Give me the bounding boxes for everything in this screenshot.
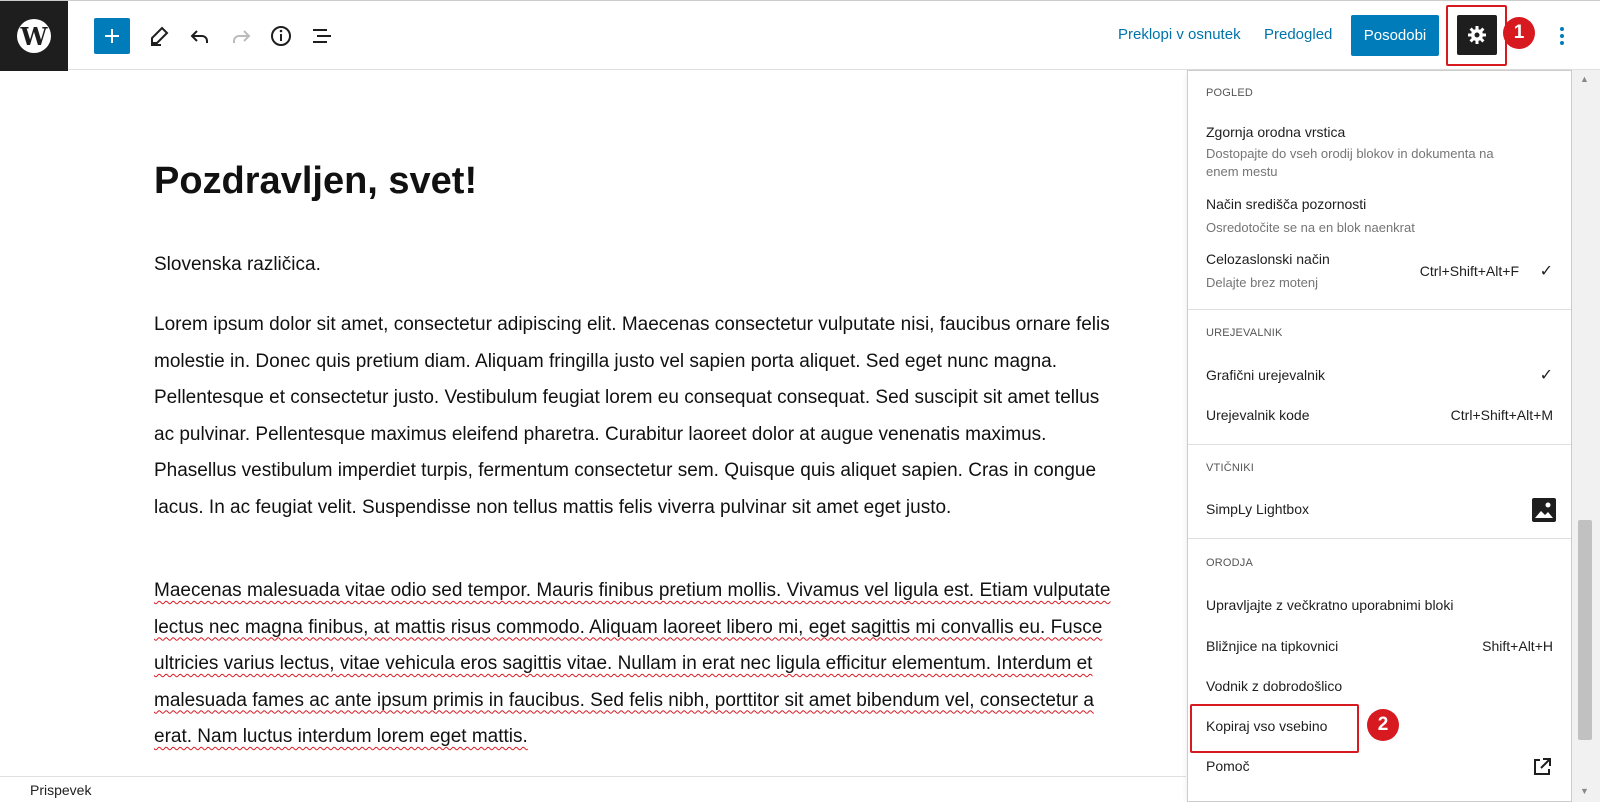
preview-link[interactable]: Predogled — [1264, 26, 1333, 43]
menu-divider — [1188, 309, 1572, 310]
undo-icon — [189, 25, 211, 47]
redo-button[interactable] — [223, 18, 259, 54]
shortcut-fullscreen: Ctrl+Shift+Alt+F — [1419, 263, 1519, 279]
section-heading-view: POGLED — [1206, 87, 1254, 99]
info-icon — [269, 24, 293, 48]
menu-item-spotlight-mode[interactable]: Način središča pozornosti — [1206, 196, 1367, 212]
scrollbar-thumb[interactable] — [1578, 520, 1592, 740]
section-heading-tools: ORODJA — [1206, 557, 1254, 569]
menu-item-simply-lightbox[interactable]: SimpLy Lightbox — [1206, 501, 1309, 517]
block-breadcrumb — [0, 776, 1186, 802]
menu-divider — [1188, 444, 1572, 445]
pencil-icon — [148, 25, 170, 47]
undo-button[interactable] — [182, 18, 218, 54]
paragraph-block[interactable]: Slovenska različica. — [154, 254, 321, 275]
annotation-badge-1: 1 — [1503, 17, 1535, 49]
add-block-button[interactable] — [94, 18, 130, 54]
menu-item-fullscreen-mode[interactable]: Celozaslonski način — [1206, 251, 1330, 267]
menu-item-copy-all-content[interactable]: Kopiraj vso vsebino — [1206, 718, 1328, 734]
post-title[interactable]: Pozdravljen, svet! — [154, 160, 478, 202]
more-options-menu — [1187, 70, 1572, 802]
annotation-highlight-copy-all — [1190, 704, 1359, 753]
menu-item-code-editor[interactable]: Urejevalnik kode — [1206, 407, 1310, 423]
wordpress-logo-letter: W — [17, 19, 51, 53]
menu-item-help[interactable]: Pomoč — [1206, 758, 1250, 774]
paragraph-block[interactable]: Lorem ipsum dolor sit amet, consectetur adipiscing elit. Maecenas consectetur vulputate nisi, faucibus ornare felis molestie in. Donec quis pretium diam. Aliquam fringilla justo vel sapien porta aliquet. Sed eget nunc magna. Pellentesque et consectetur justo. Vestibulum feugiat lorem eu consequat consequat. Sed suscipit sit amet tellus ac pulvinar. Pellentesque maximus eleifend pharetra. Curabitur laoreet dolor at augue venenatis maximus. Phasellus vestibulum imperdiet turpis, fermentum consectetur sem. Quisque quis aliquet sapien. Cras in congue lacus. In ac feugiat velit. Suspendisse non tellus mattis felis viverra pulvinar sit amet eget justo. — [154, 314, 1110, 518]
list-view-icon — [310, 24, 334, 48]
menu-item-description: Osredotočite se na en blok naenkrat — [1206, 220, 1415, 235]
menu-item-welcome-guide[interactable]: Vodnik z dobrodošlico — [1206, 678, 1343, 694]
external-link-icon — [1531, 756, 1553, 778]
update-button[interactable]: Posodobi — [1351, 15, 1439, 56]
switch-to-draft-link[interactable]: Preklopi v osnutek — [1118, 26, 1241, 43]
options-button[interactable] — [1553, 18, 1571, 54]
list-view-button[interactable] — [304, 18, 340, 54]
menu-divider — [1188, 538, 1572, 539]
breadcrumb-item-post[interactable]: Prispevek — [30, 782, 92, 798]
redo-icon — [230, 25, 252, 47]
image-icon — [1531, 497, 1557, 523]
menu-item-manage-reusable-blocks[interactable]: Upravljajte z večkratno uporabnimi bloki — [1206, 597, 1454, 613]
editor-toolbar — [0, 0, 1600, 70]
more-vertical-icon — [1559, 26, 1565, 46]
annotation-highlight-settings — [1446, 5, 1507, 66]
tools-button[interactable] — [141, 18, 177, 54]
menu-item-description: Delajte brez motenj — [1206, 275, 1318, 290]
plus-icon — [102, 26, 122, 46]
details-button[interactable] — [263, 18, 299, 54]
section-heading-editor: UREJEVALNIK — [1206, 327, 1283, 339]
shortcut-keyboard-shortcuts: Shift+Alt+H — [1482, 638, 1553, 654]
checkmark-icon: ✓ — [1539, 263, 1553, 280]
shortcut-code-editor: Ctrl+Shift+Alt+M — [1450, 407, 1553, 423]
wordpress-logo-icon[interactable] — [0, 1, 68, 71]
editor-canvas — [0, 70, 1186, 776]
paragraph-block[interactable]: Maecenas malesuada vitae odio sed tempor. Mauris finibus pretium mollis. Vivamus vel ligula est. Etiam vulputate lectus nec magna finibus, at mattis risus commodo. Aliquam laoreet libero mi, eget sagittis mi convallis eu. Fusce ultricies varius lectus, vitae vehicula eros sagittis vitae. Nullam in erat nec ligula efficitur elementum. Interdum et malesuada fames ac ante ipsum primis in faucibus. Sed felis nibh, porttitor sit amet bibendum vel, consectetur a erat. Nam luctus interdum lorem eget mattis. — [154, 580, 1111, 747]
menu-item-keyboard-shortcuts[interactable]: Bližnjice na tipkovnici — [1206, 638, 1339, 654]
scroll-down-arrow-icon[interactable]: ▼ — [1580, 786, 1589, 796]
annotation-badge-2: 2 — [1367, 709, 1399, 741]
checkmark-icon: ✓ — [1539, 367, 1553, 384]
section-heading-plugins: VTIČNIKI — [1206, 462, 1255, 474]
scroll-up-arrow-icon[interactable]: ▲ — [1580, 74, 1589, 84]
menu-item-description: Dostopajte do vseh orodij blokov in dokumenta na enem mestu — [1206, 146, 1494, 179]
menu-item-visual-editor[interactable]: Grafični urejevalnik — [1206, 367, 1326, 383]
menu-item-top-toolbar[interactable]: Zgornja orodna vrstica — [1206, 124, 1346, 140]
